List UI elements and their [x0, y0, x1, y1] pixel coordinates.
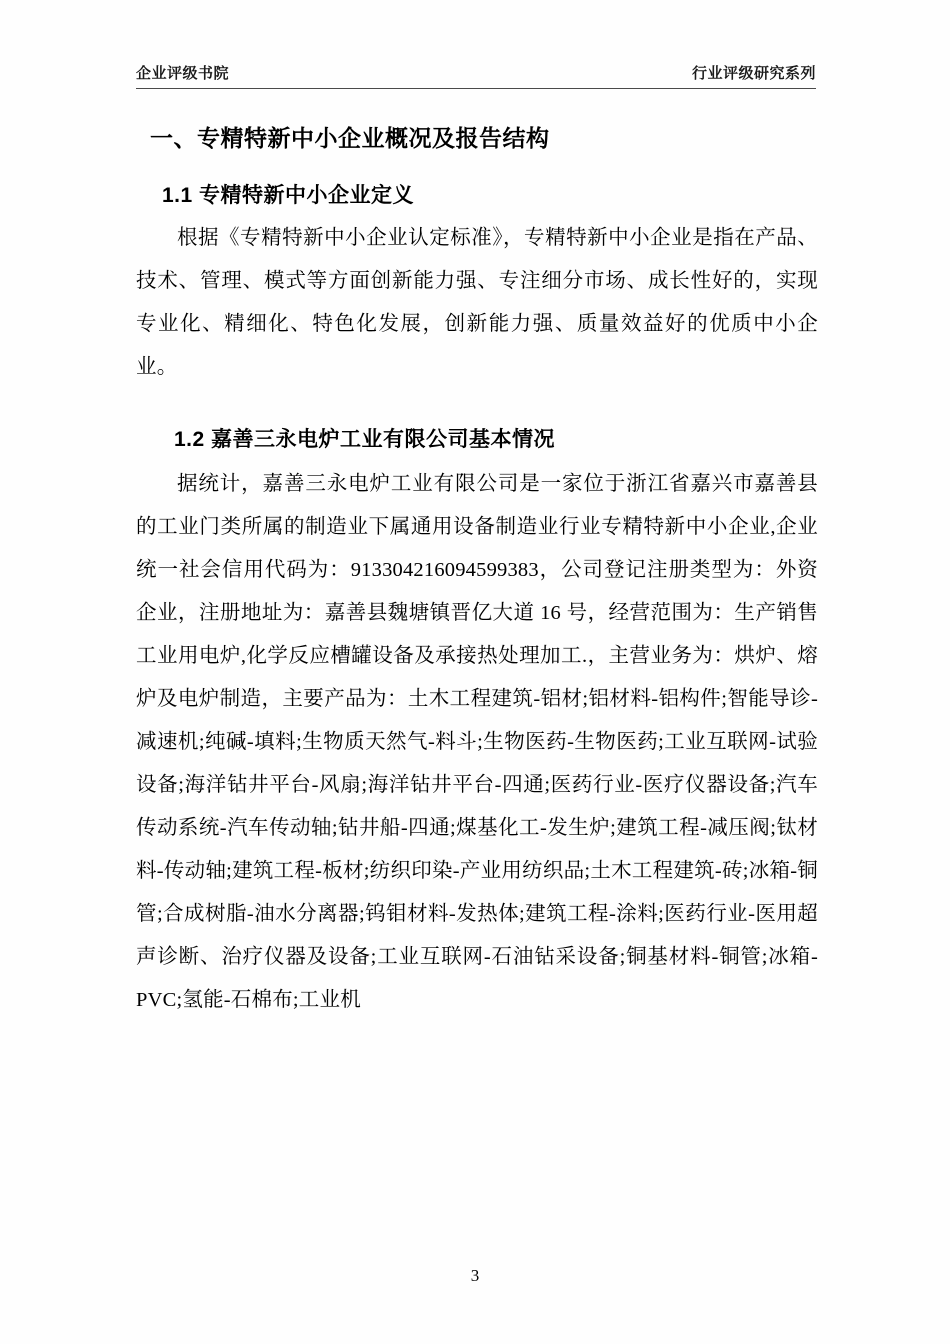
- subsection-heading-1-2: 1.2 嘉善三永电炉工业有限公司基本情况: [174, 428, 556, 451]
- header-right-text: 行业评级研究系列: [691, 65, 816, 82]
- header-divider: [136, 88, 816, 89]
- page-header: [136, 62, 816, 83]
- document-content: [136, 108, 818, 1022]
- subsection-heading-1-1: 1.1 专精特新中小企业定义: [162, 184, 415, 207]
- paragraph-company-overview: 据统计，嘉善三永电炉工业有限公司是一家位于浙江省嘉兴市嘉善县的工业门类所属的制造业下属通用设备制造业行业专精特新中小企业,企业统一社会信用代码为：913304216094599383，公司登记注册类型为：外资企业，注册地址为：嘉善县魏塘镇晋亿大道 16 号，经营范围为：生产销售工业用电炉,化学反应槽罐设备及承接热处理加工.，主营业务为：烘炉、熔炉及电炉制造，主要产品为：土木工程建筑-铝材;铝材料-铝构件;智能导诊-减速机;纯碱-填料;生物质天然气-料斗;生物医药-生物医药;工业互联网-试验设备;海洋钻井平台-风扇;海洋钻井平台-四通;医药行业-医疗仪器设备;汽车传动系统-汽车传动轴;钻井船-四通;煤基化工-发生炉;建筑工程-减压阀;钛材料-传动轴;建筑工程-板材;纺织印染-产业用纺织品;土木工程建筑-砖;冰箱-铜管;合成树脂-油水分离器;钨钼材料-发热体;建筑工程-涂料;医药行业-医用超声诊断、治疗仪器及设备;工业互联网-石油钻采设备;铜基材料-铜管;冰箱-PVC;氢能-石棉布;工业机: [136, 473, 818, 1011]
- paragraph-definition: 根据《专精特新中小企业认定标准》，专精特新中小企业是指在产品、技术、管理、模式等方面创新能力强、专注细分市场、成长性好的，实现专业化、精细化、特色化发展，创新能力强、质量效益好的优质中小企业。: [136, 227, 818, 378]
- page-number: 3: [470, 1266, 480, 1285]
- section-heading: 一、专精特新中小企业概况及报告结构: [150, 125, 550, 151]
- header-left-text: 企业评级书院: [136, 65, 230, 82]
